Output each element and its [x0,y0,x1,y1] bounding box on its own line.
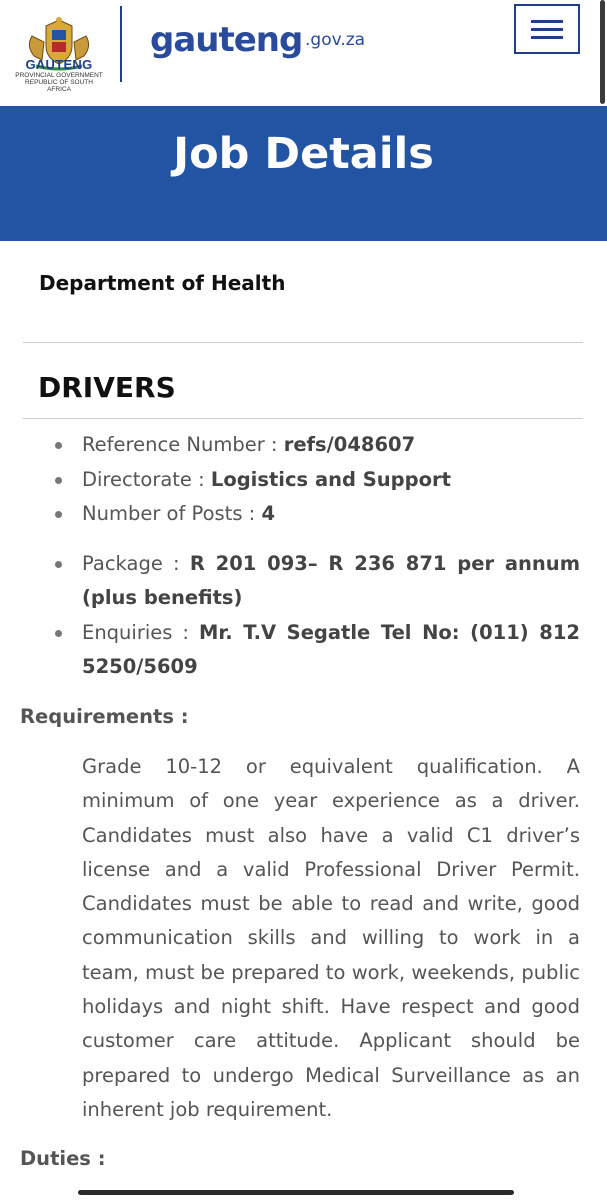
detail-label: Directorate : [82,468,211,491]
detail-value: R 201 093– R 236 871 per annum (plus benefits) [82,552,581,609]
detail-value: Mr. T.V Segatle Tel No: (011) 812 5250/5609 [82,621,580,678]
bullet-icon [55,511,62,518]
section-divider [23,418,583,419]
bullet-icon [55,561,62,568]
page-title: Job Details [173,129,434,179]
menu-button[interactable] [514,4,580,54]
detail-label: Enquiries : [82,621,199,644]
scroll-indicator[interactable] [600,0,605,104]
detail-item-enquiries [82,616,580,684]
job-title: DRIVERS [38,371,176,404]
detail-item-posts [82,497,582,531]
hamburger-menu-icon [531,28,563,31]
bullet-icon [55,477,62,484]
detail-item-reference [82,428,582,462]
detail-item-package [82,547,580,615]
requirements-heading: Requirements : [20,705,189,728]
section-divider [23,342,583,343]
detail-label: Package : [82,552,190,575]
hamburger-menu-icon [531,36,563,39]
detail-item-directorate [82,463,582,497]
duties-heading: Duties : [20,1147,106,1170]
header-divider [120,6,122,82]
detail-value: 4 [261,502,276,525]
bullet-icon [55,442,62,449]
detail-value: refs/048607 [283,433,416,456]
crest-subtitle: REPUBLIC OF SOUTH AFRICA [25,79,93,93]
site-brand-suffix[interactable]: .gov.za [305,30,366,50]
site-header [0,0,607,106]
site-brand-link[interactable]: gauteng [150,20,303,60]
department-name: Department of Health [39,271,286,295]
crest-subtitle: PROVINCIAL GOVERNMENT [15,72,103,79]
detail-value: Logistics and Support [210,468,451,491]
detail-label: Number of Posts : [82,502,262,525]
requirements-text: Grade 10-12 or equivalent qualification. A minimum of one year experience as a driver. Candidates must also have a valid C1 driver’s license and a valid Professional Driver Permit. Candidates must be able to read and write, good communication skills and willing to work in a team, must be prepared to work, weekends, public holidays and night shift. Have respect and good customer care attitude. Applicant should be prepared to undergo Medical Surveillance as an inherent job requirement. [82,755,580,1121]
hamburger-menu-icon [531,20,563,23]
home-indicator[interactable] [78,1190,514,1195]
crest-name: GAUTENG [25,57,93,72]
bullet-icon [55,630,62,637]
detail-label: Reference Number : [82,433,284,456]
